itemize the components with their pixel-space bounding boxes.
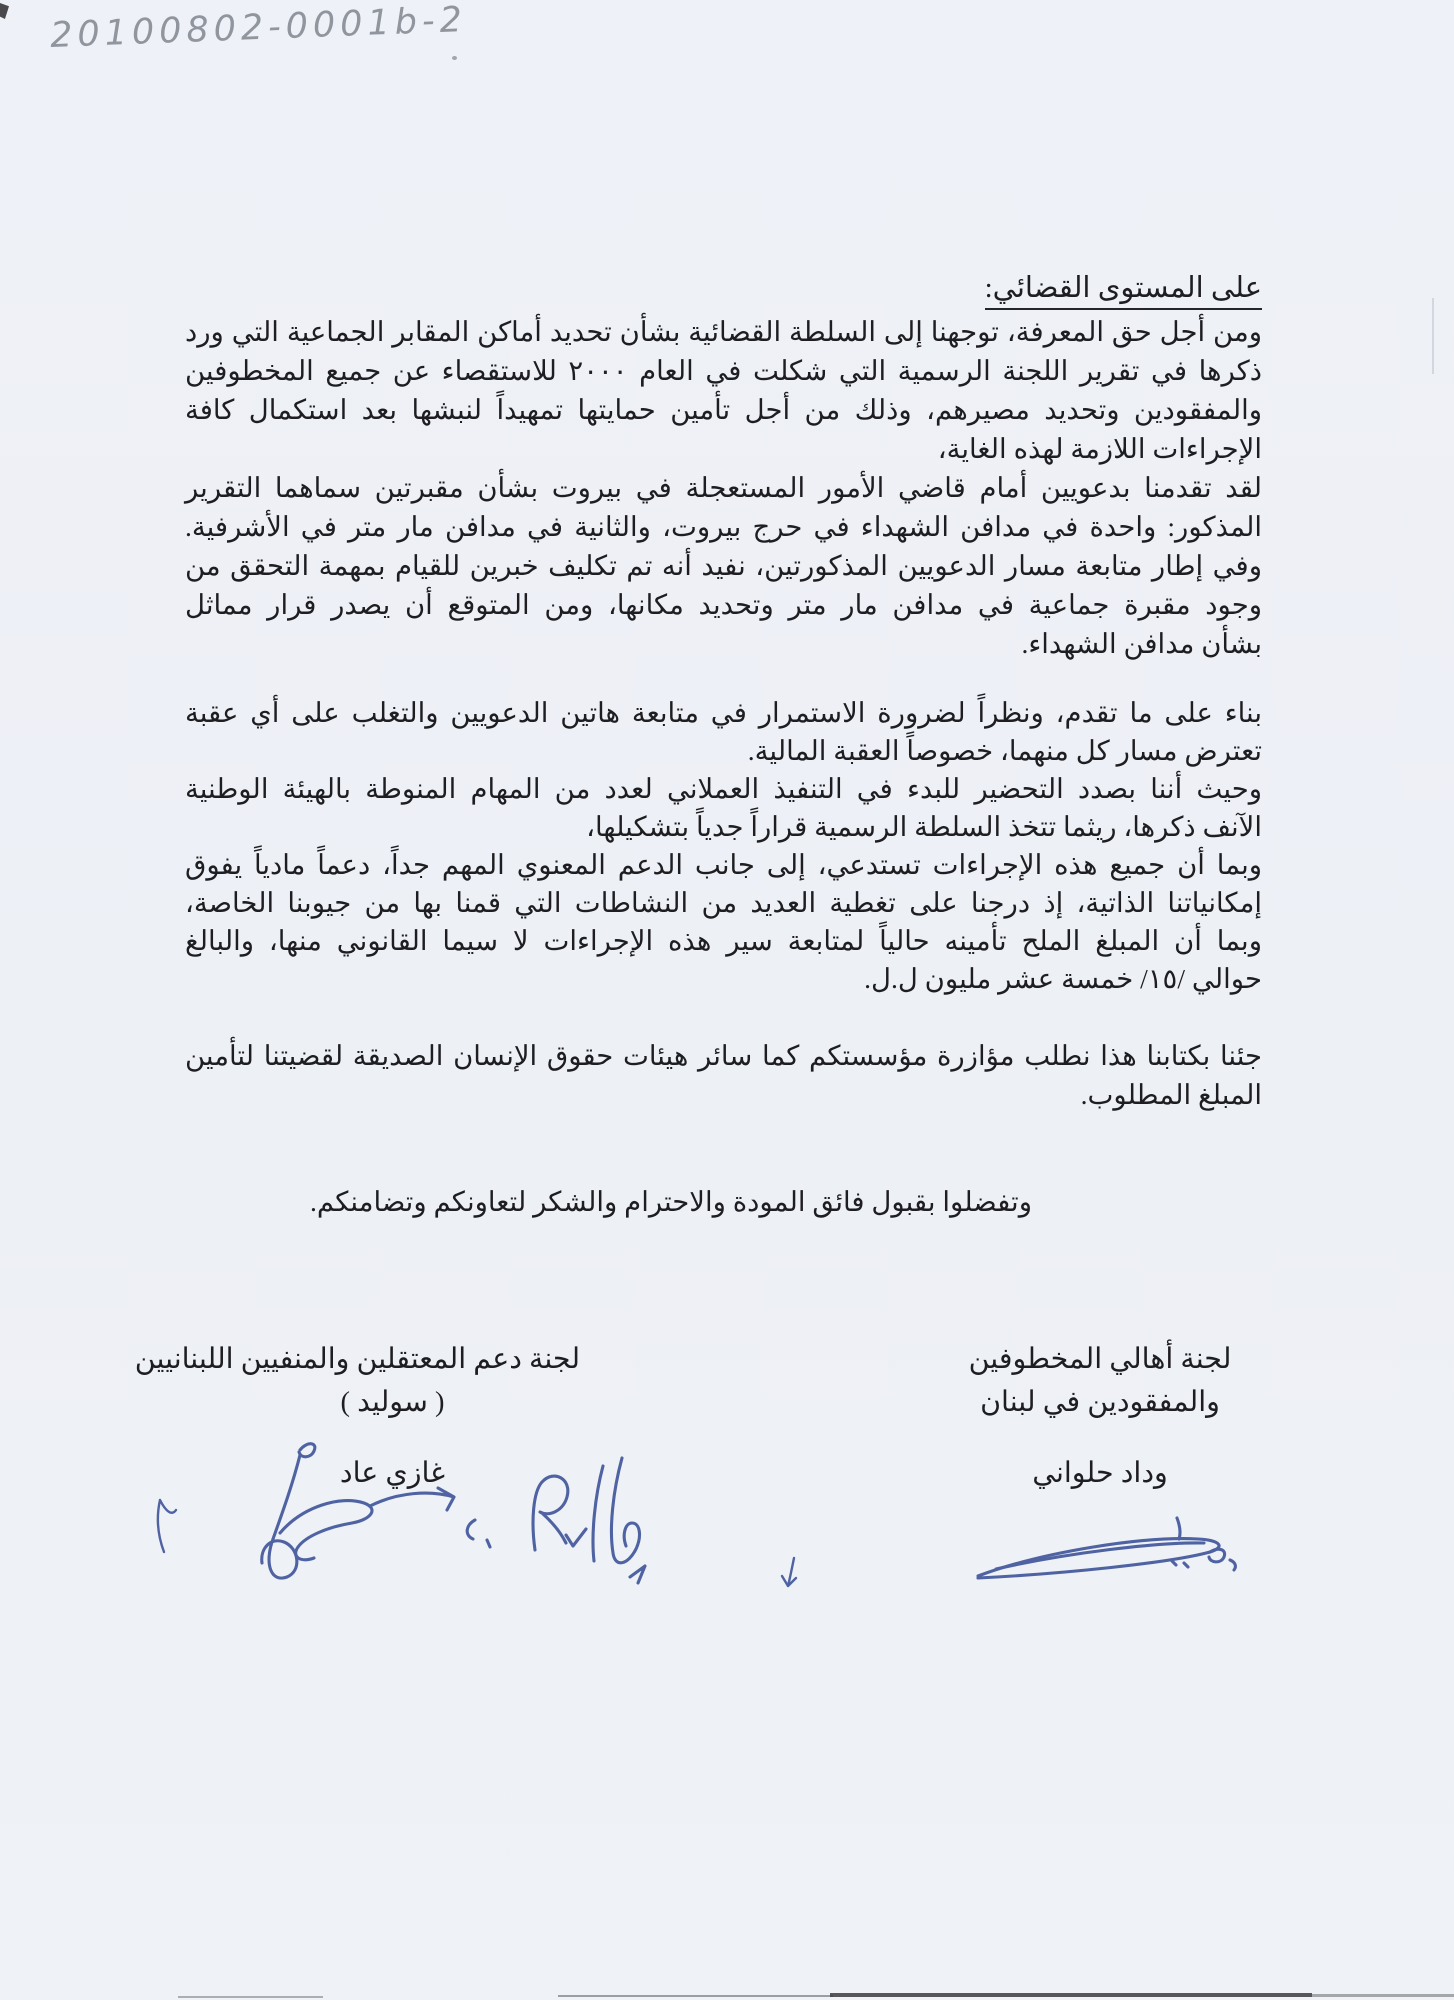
signatory-name-wadad-halawani: وداد حلواني — [1032, 1458, 1168, 1489]
paragraph-judicial-intro — [185, 312, 1262, 468]
text-line: لقد تقدمنا بدعويين أمام قاضي الأمور المستعجلة في بيروت بشأن مقبرتين سماهما التقرير — [185, 472, 1262, 503]
text-line: ومن أجل حق المعرفة، توجهنا إلى السلطة القضائية بشأن تحديد أماكن المقابر الجماعية التي ورد — [185, 316, 1262, 347]
section-title-text: على المستوى القضائي: — [985, 272, 1262, 310]
text-line: بناء على ما تقدم، ونظراً لضرورة الاستمرار في متابعة هاتين الدعويين والتغلب على أي عقبة — [185, 697, 1262, 728]
org-name-line: لجنة أهالي المخطوفين — [968, 1344, 1232, 1375]
text-line: وبما أن المبلغ الملح تأمينه حالياً لمتابعة سير هذه الإجراءات لا سيما القانوني منها، والبالغ — [185, 925, 1262, 956]
text-line: المبلغ المطلوب. — [1080, 1079, 1262, 1110]
paragraph-lawsuits — [185, 468, 1262, 663]
scan-corner-speck — [0, 3, 9, 19]
paragraph-funding-need — [185, 846, 1262, 998]
scan-speck — [452, 56, 457, 60]
handwritten-archive-ref: 20100802-0001b-2 — [49, 0, 468, 56]
stray-ink-arrow — [778, 1554, 804, 1592]
text-line: المذكور: واحدة في مدافن الشهداء في حرج بيروت، والثانية في مدافن مار متر في الأشرفية. — [185, 511, 1262, 542]
text-line: وبما أن جميع هذه الإجراءات تستدعي، إلى جانب الدعم المعنوي المهم جداً، دعماً مادياً يفوق — [185, 849, 1262, 880]
text-line: جئنا بكتابنا هذا نطلب مؤازرة مؤسستكم كما سائر هيئات حقوق الإنسان الصديقة لقضيتنا لتأمين — [185, 1040, 1262, 1071]
text-line: الآنف ذكرها، ريثما تتخذ السلطة الرسمية قراراً جدياً بتشكيلها، — [586, 811, 1262, 842]
text-line: إمكانياتنا الذاتية، إذ درجنا على تغطية العديد من النشاطات التي قمنا بها من جيوبنا الخاصة، — [185, 887, 1262, 918]
org-name-line: لجنة دعم المعتقلين والمنفيين اللبنانيين — [134, 1344, 580, 1375]
stray-ink-mark-left-edge — [146, 1496, 180, 1558]
org-name-line: ( سوليد ) — [340, 1387, 445, 1418]
closing-salutation: وتفضلوا بقبول فائق المودة والاحترام والشكر لتعاونكم وتضامنكم. — [310, 1186, 1032, 1217]
scan-streak — [1432, 298, 1434, 374]
scan-bottom-edge — [830, 1993, 1312, 1997]
text-line: وفي إطار متابعة مسار الدعويين المذكورتين، نفيد أنه تم تكليف خبرين للقيام بمهمة التحقق من — [185, 550, 1262, 581]
paragraph-continuation-need — [185, 694, 1262, 770]
section-title — [985, 270, 1262, 305]
scan-bottom-edge — [178, 1996, 323, 1998]
text-line: ذكرها في تقرير اللجنة الرسمية التي شكلت في العام ٢٠٠٠ للاستقصاء عن جميع المخطوفين — [185, 355, 1262, 386]
signature-block-families-committee — [930, 1338, 1270, 1495]
text-line: بشأن مدافن الشهداء. — [1021, 628, 1262, 659]
text-line: الإجراءات اللازمة لهذه الغاية، — [937, 433, 1262, 464]
text-line: تعترض مسار كل منهما، خصوصاً العقبة المالية. — [747, 735, 1262, 766]
text-line: حوالي /١٥/ خمسة عشر مليون ل.ل. — [864, 963, 1262, 994]
scan-bottom-edge — [558, 1995, 833, 1997]
paragraph-request — [185, 1036, 1262, 1114]
signatory-name-ghazi-aad: غازي عاد — [339, 1458, 446, 1489]
text-line: وحيث أننا بصدد التحضير للبدء في التنفيذ العملاني لعدد من المهام المنوطة بالهيئة الوطنية — [185, 773, 1262, 804]
paragraph-national-commission — [185, 770, 1262, 846]
signature-ink-wadad-halawani — [972, 1512, 1262, 1592]
text-line: وجود مقبرة جماعية في مدافن مار متر وتحديد مكانها، ومن المتوقع أن يصدر قرار مماثل — [185, 589, 1262, 620]
signature-ink-ghazi-aad — [245, 1438, 665, 1608]
scan-bottom-edge — [1312, 1994, 1454, 1997]
text-line: والمفقودين وتحديد مصيرهم، وذلك من أجل تأمين حمايتها تمهيداً لنبشها بعد استكمال كافة — [185, 394, 1262, 425]
org-name-line: والمفقودين في لبنان — [980, 1387, 1220, 1418]
